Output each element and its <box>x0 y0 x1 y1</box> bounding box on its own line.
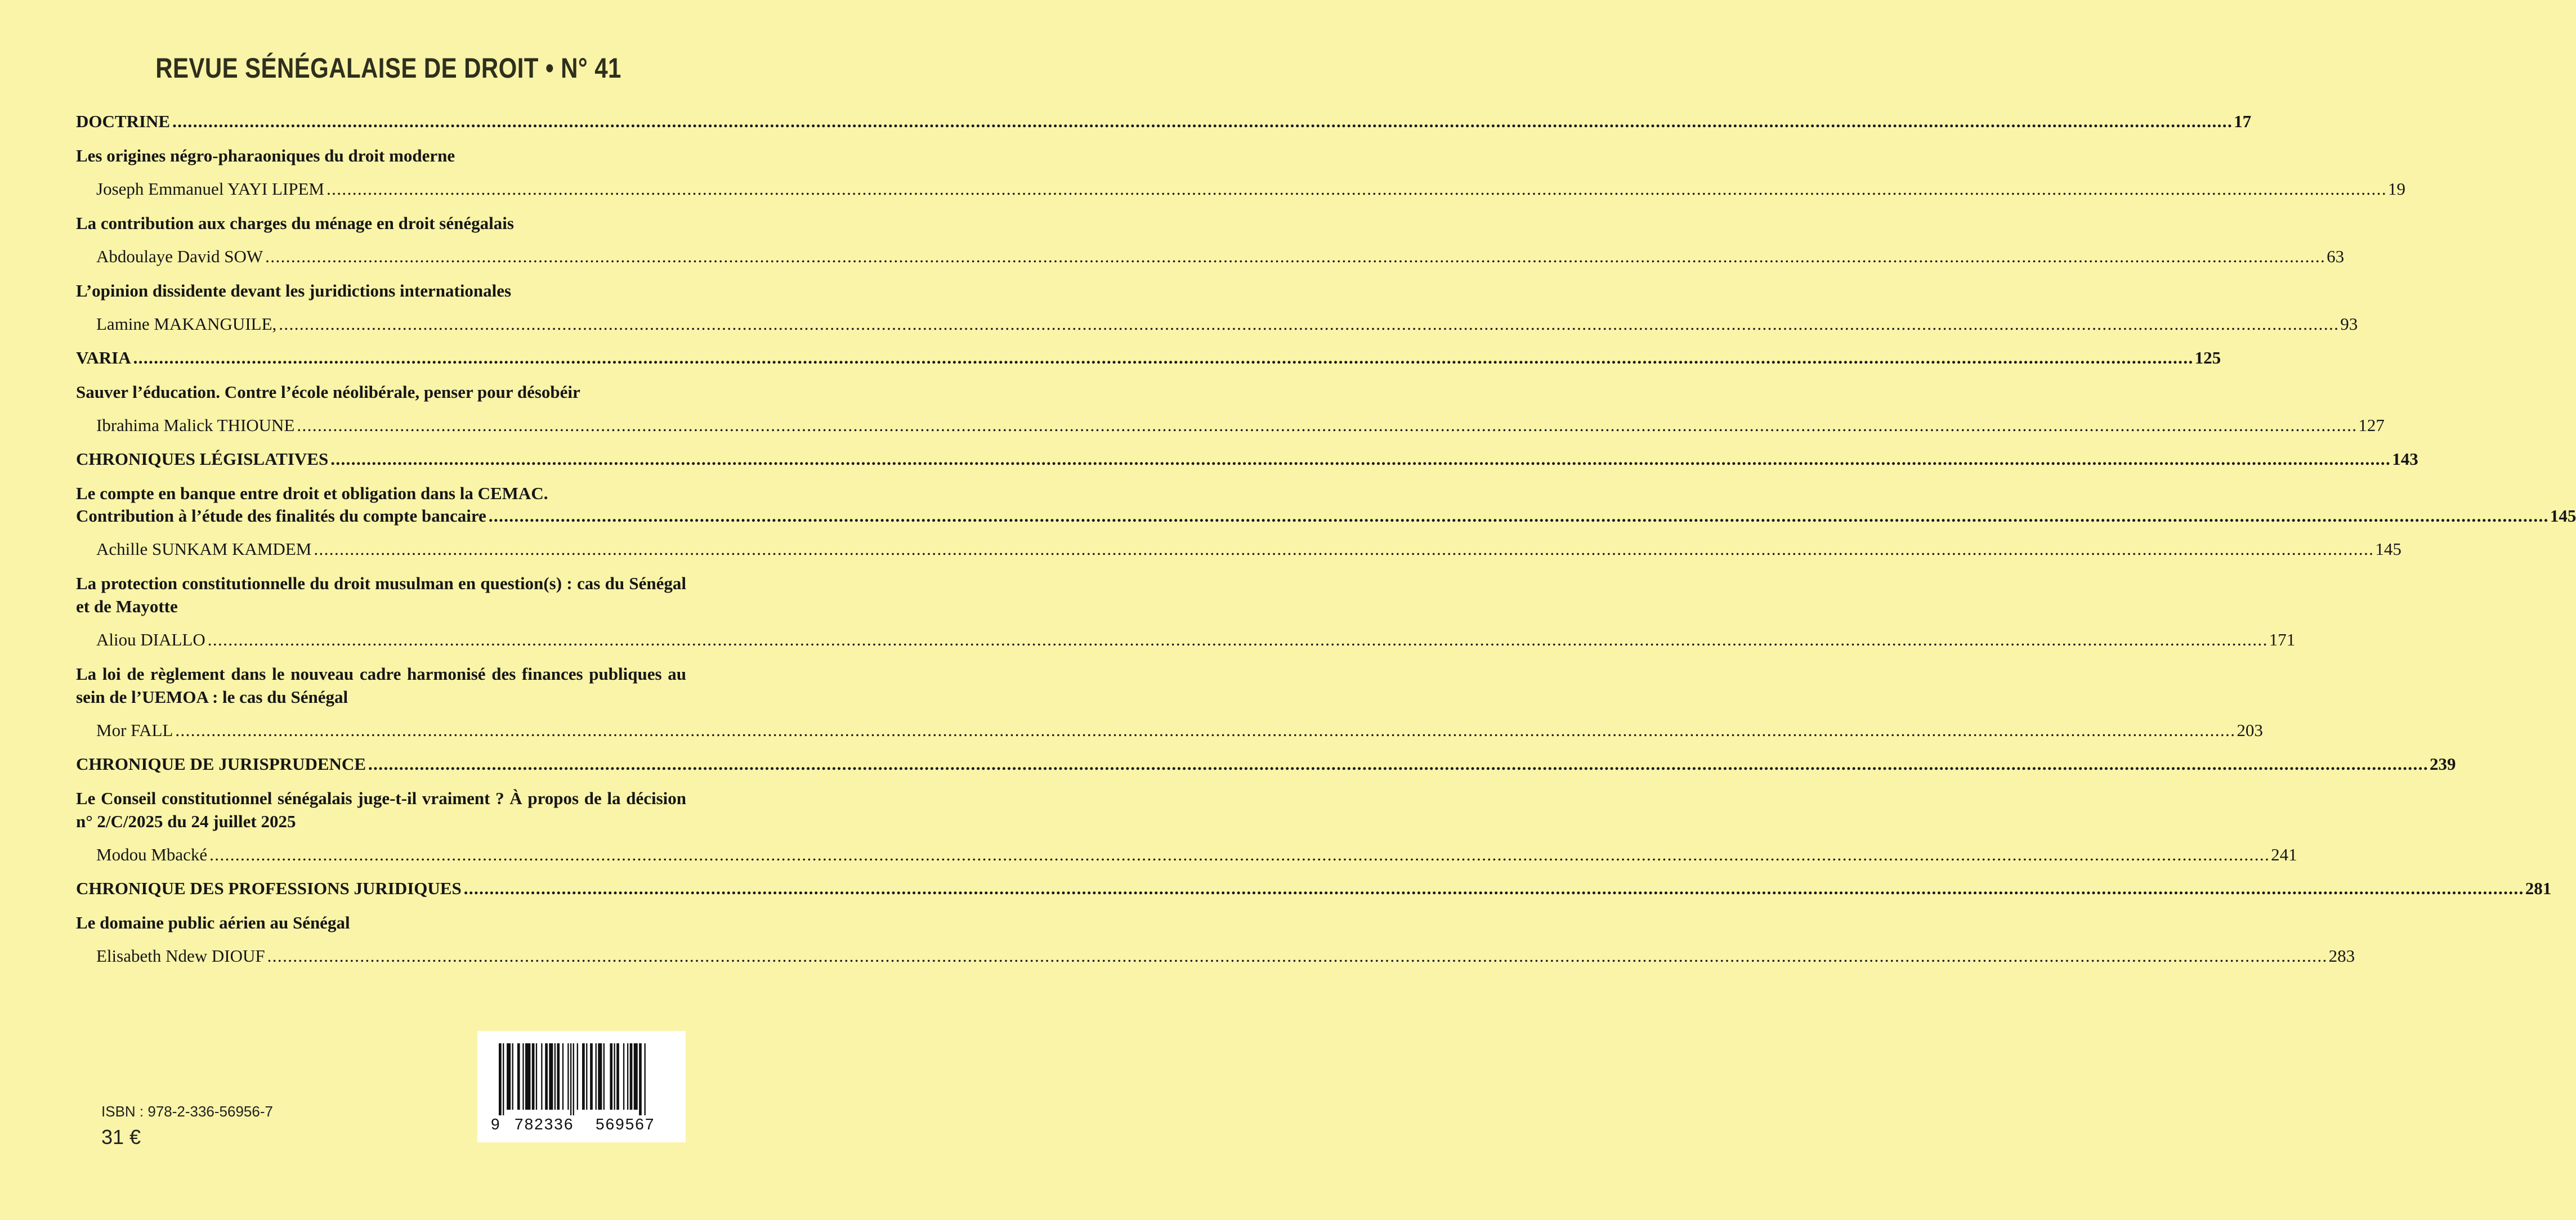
article-title-continued: Contribution à l’étude des finalités du compte bancaire <box>76 506 486 526</box>
article-title: La protection constitutionnelle du droit musulman en question(s) : cas du Sénégal et de Mayotte <box>76 573 686 616</box>
section-label: CHRONIQUE DE JURISPRUDENCE <box>76 754 366 774</box>
toc-author-row: Abdoulaye David SOW ................................................................................................................................................................................................................................................................................................................................................................................................................ 63 <box>76 245 686 268</box>
barcode-bar <box>645 1043 646 1115</box>
barcode-first-digit: 9 <box>491 1115 500 1133</box>
barcode-bar <box>630 1043 633 1110</box>
barcode <box>477 1031 686 1142</box>
article-author: Achille SUNKAM KAMDEM <box>96 539 312 559</box>
toc-title-row: Contribution à l’étude des finalités du compte bancaire ................................................................................................................................................................................................................................................................................................................................................................................................................ 145 <box>76 505 686 527</box>
page-number: 127 <box>2358 415 2385 435</box>
barcode-bar <box>634 1043 638 1110</box>
article-title: L’opinion dissidente devant les juridictions internationales <box>76 281 512 300</box>
barcode-bar <box>549 1043 553 1110</box>
page-number: 17 <box>2234 111 2252 131</box>
article-title: Les origines négro-pharaoniques du droit moderne <box>76 146 455 165</box>
barcode-bar <box>596 1043 597 1110</box>
article-title: Le compte en banque entre droit et obligation dans la CEMAC. <box>76 483 548 503</box>
page-number: 93 <box>2340 314 2358 334</box>
page-number: 19 <box>2387 179 2405 199</box>
barcode-bar <box>639 1043 642 1115</box>
barcode-bar <box>554 1043 556 1110</box>
isbn-text: ISBN : 978-2-336-56956-7 <box>101 1103 273 1120</box>
barcode-bar <box>582 1043 585 1110</box>
barcode-bar <box>616 1043 619 1110</box>
toc-author-row: Modou Mbacké ................................................................................................................................................................................................................................................................................................................................................................................................................ 241 <box>76 844 686 866</box>
toc-author-row: Elisabeth Ndew DIOUF ................................................................................................................................................................................................................................................................................................................................................................................................................ 283 <box>76 945 686 967</box>
toc-section-doctrine: DOCTRINE ................................................................................................................................................................................................................................................................................................................................................................................................................ 17 <box>76 110 686 133</box>
section-label: CHRONIQUES LÉGISLATIVES <box>76 449 329 469</box>
section-label: CHRONIQUE DES PROFESSIONS JURIDIQUES <box>76 878 462 898</box>
barcode-bar <box>577 1043 578 1110</box>
page-number: 145 <box>2375 539 2401 559</box>
section-label: VARIA <box>76 348 131 367</box>
barcode-bar <box>586 1043 587 1110</box>
article-author: Ibrahima Malick THIOUNE <box>96 415 295 435</box>
barcode-bar <box>573 1043 574 1115</box>
barcode-bar <box>562 1043 564 1110</box>
barcode-bar <box>532 1043 535 1110</box>
barcode-left-digits: 782336 <box>515 1115 574 1133</box>
article-author: Joseph Emmanuel YAYI LIPEM <box>96 179 324 199</box>
page-number: 145 <box>2550 506 2576 526</box>
barcode-bars <box>477 1031 686 1115</box>
barcode-right-digits: 569567 <box>596 1115 655 1133</box>
toc-author-row: Lamine MAKANGUILE, ................................................................................................................................................................................................................................................................................................................................................................................................................ 93 <box>76 313 686 335</box>
barcode-bar <box>610 1043 612 1110</box>
barcode-bar <box>517 1043 520 1110</box>
toc-author-row: Achille SUNKAM KAMDEM ................................................................................................................................................................................................................................................................................................................................................................................................................ 145 <box>76 538 686 560</box>
article-author: Modou Mbacké <box>96 845 208 864</box>
barcode-bar <box>623 1043 624 1110</box>
page-number: 125 <box>2194 348 2221 367</box>
toc-section-professions: CHRONIQUE DES PROFESSIONS JURIDIQUES ................................................................................................................................................................................................................................................................................................................................................................................................................ 281 <box>76 877 686 900</box>
barcode-bar <box>545 1043 548 1110</box>
barcode-bar <box>499 1043 502 1115</box>
toc-author-row: Mor FALL ................................................................................................................................................................................................................................................................................................................................................................................................................ 203 <box>76 719 686 742</box>
barcode-bar <box>512 1043 513 1110</box>
article-author: Aliou DIALLO <box>96 630 205 649</box>
page-number: 283 <box>2328 946 2355 966</box>
barcode-bar <box>557 1043 560 1110</box>
barcode-bar <box>614 1043 615 1110</box>
barcode-bar <box>627 1043 628 1110</box>
article-title: La contribution aux charges du ménage en droit sénégalais <box>76 213 514 233</box>
table-of-contents <box>76 110 2576 967</box>
toc-author-row: Aliou DIALLO ................................................................................................................................................................................................................................................................................................................................................................................................................ 171 <box>76 629 686 651</box>
price-text: 31 € <box>101 1125 141 1149</box>
toc-section-legislatives: CHRONIQUES LÉGISLATIVES ................................................................................................................................................................................................................................................................................................................................................................................................................ 143 <box>76 448 686 470</box>
barcode-bar <box>603 1043 605 1110</box>
article-author: Elisabeth Ndew DIOUF <box>96 946 265 966</box>
barcode-bar <box>590 1043 593 1110</box>
article-author: Lamine MAKANGUILE, <box>96 314 277 334</box>
toc-section-varia: VARIA ................................................................................................................................................................................................................................................................................................................................................................................................................ 125 <box>76 347 686 369</box>
barcode-bar <box>567 1043 569 1110</box>
page-number: 239 <box>2430 754 2456 774</box>
page-number: 281 <box>2525 878 2552 898</box>
page-number: 143 <box>2392 449 2418 469</box>
barcode-bar <box>525 1043 530 1110</box>
section-label: DOCTRINE <box>76 111 171 131</box>
page-number: 241 <box>2271 845 2297 864</box>
toc-author-row: Ibrahima Malick THIOUNE ................................................................................................................................................................................................................................................................................................................................................................................................................ 127 <box>76 414 686 437</box>
article-title: La loi de règlement dans le nouveau cadre harmonisé des finances publiques au sein de l’UEMOA : le cas du Sénégal <box>76 664 686 707</box>
article-title: Le domaine public aérien au Sénégal <box>76 913 350 932</box>
barcode-bar <box>522 1043 524 1110</box>
page-title: REVUE SÉNÉGALAISE DE DROIT • N° 41 <box>155 52 621 84</box>
toc-section-jurisprudence: CHRONIQUE DE JURISPRUDENCE ................................................................................................................................................................................................................................................................................................................................................................................................................ 239 <box>76 753 686 775</box>
page-number: 63 <box>2327 246 2345 266</box>
barcode-bar <box>536 1043 537 1110</box>
article-title: Sauver l’éducation. Contre l’école néolibérale, penser pour désobéir <box>76 382 580 402</box>
barcode-bar <box>541 1043 542 1110</box>
toc-author-row: Joseph Emmanuel YAYI LIPEM ................................................................................................................................................................................................................................................................................................................................................................................................................ 19 <box>76 178 686 200</box>
page-number: 203 <box>2237 720 2263 740</box>
barcode-bar <box>570 1043 571 1115</box>
barcode-bar <box>598 1043 602 1110</box>
barcode-bar <box>503 1043 504 1115</box>
page-number: 171 <box>2269 630 2296 649</box>
article-author: Abdoulaye David SOW <box>96 246 263 266</box>
article-author: Mor FALL <box>96 720 173 740</box>
barcode-bar <box>507 1043 511 1110</box>
article-title: Le Conseil constitutionnel sénégalais juge-t-il vraiment ? À propos de la décision n° 2/C/2025 du 24 juillet 2025 <box>76 788 686 831</box>
